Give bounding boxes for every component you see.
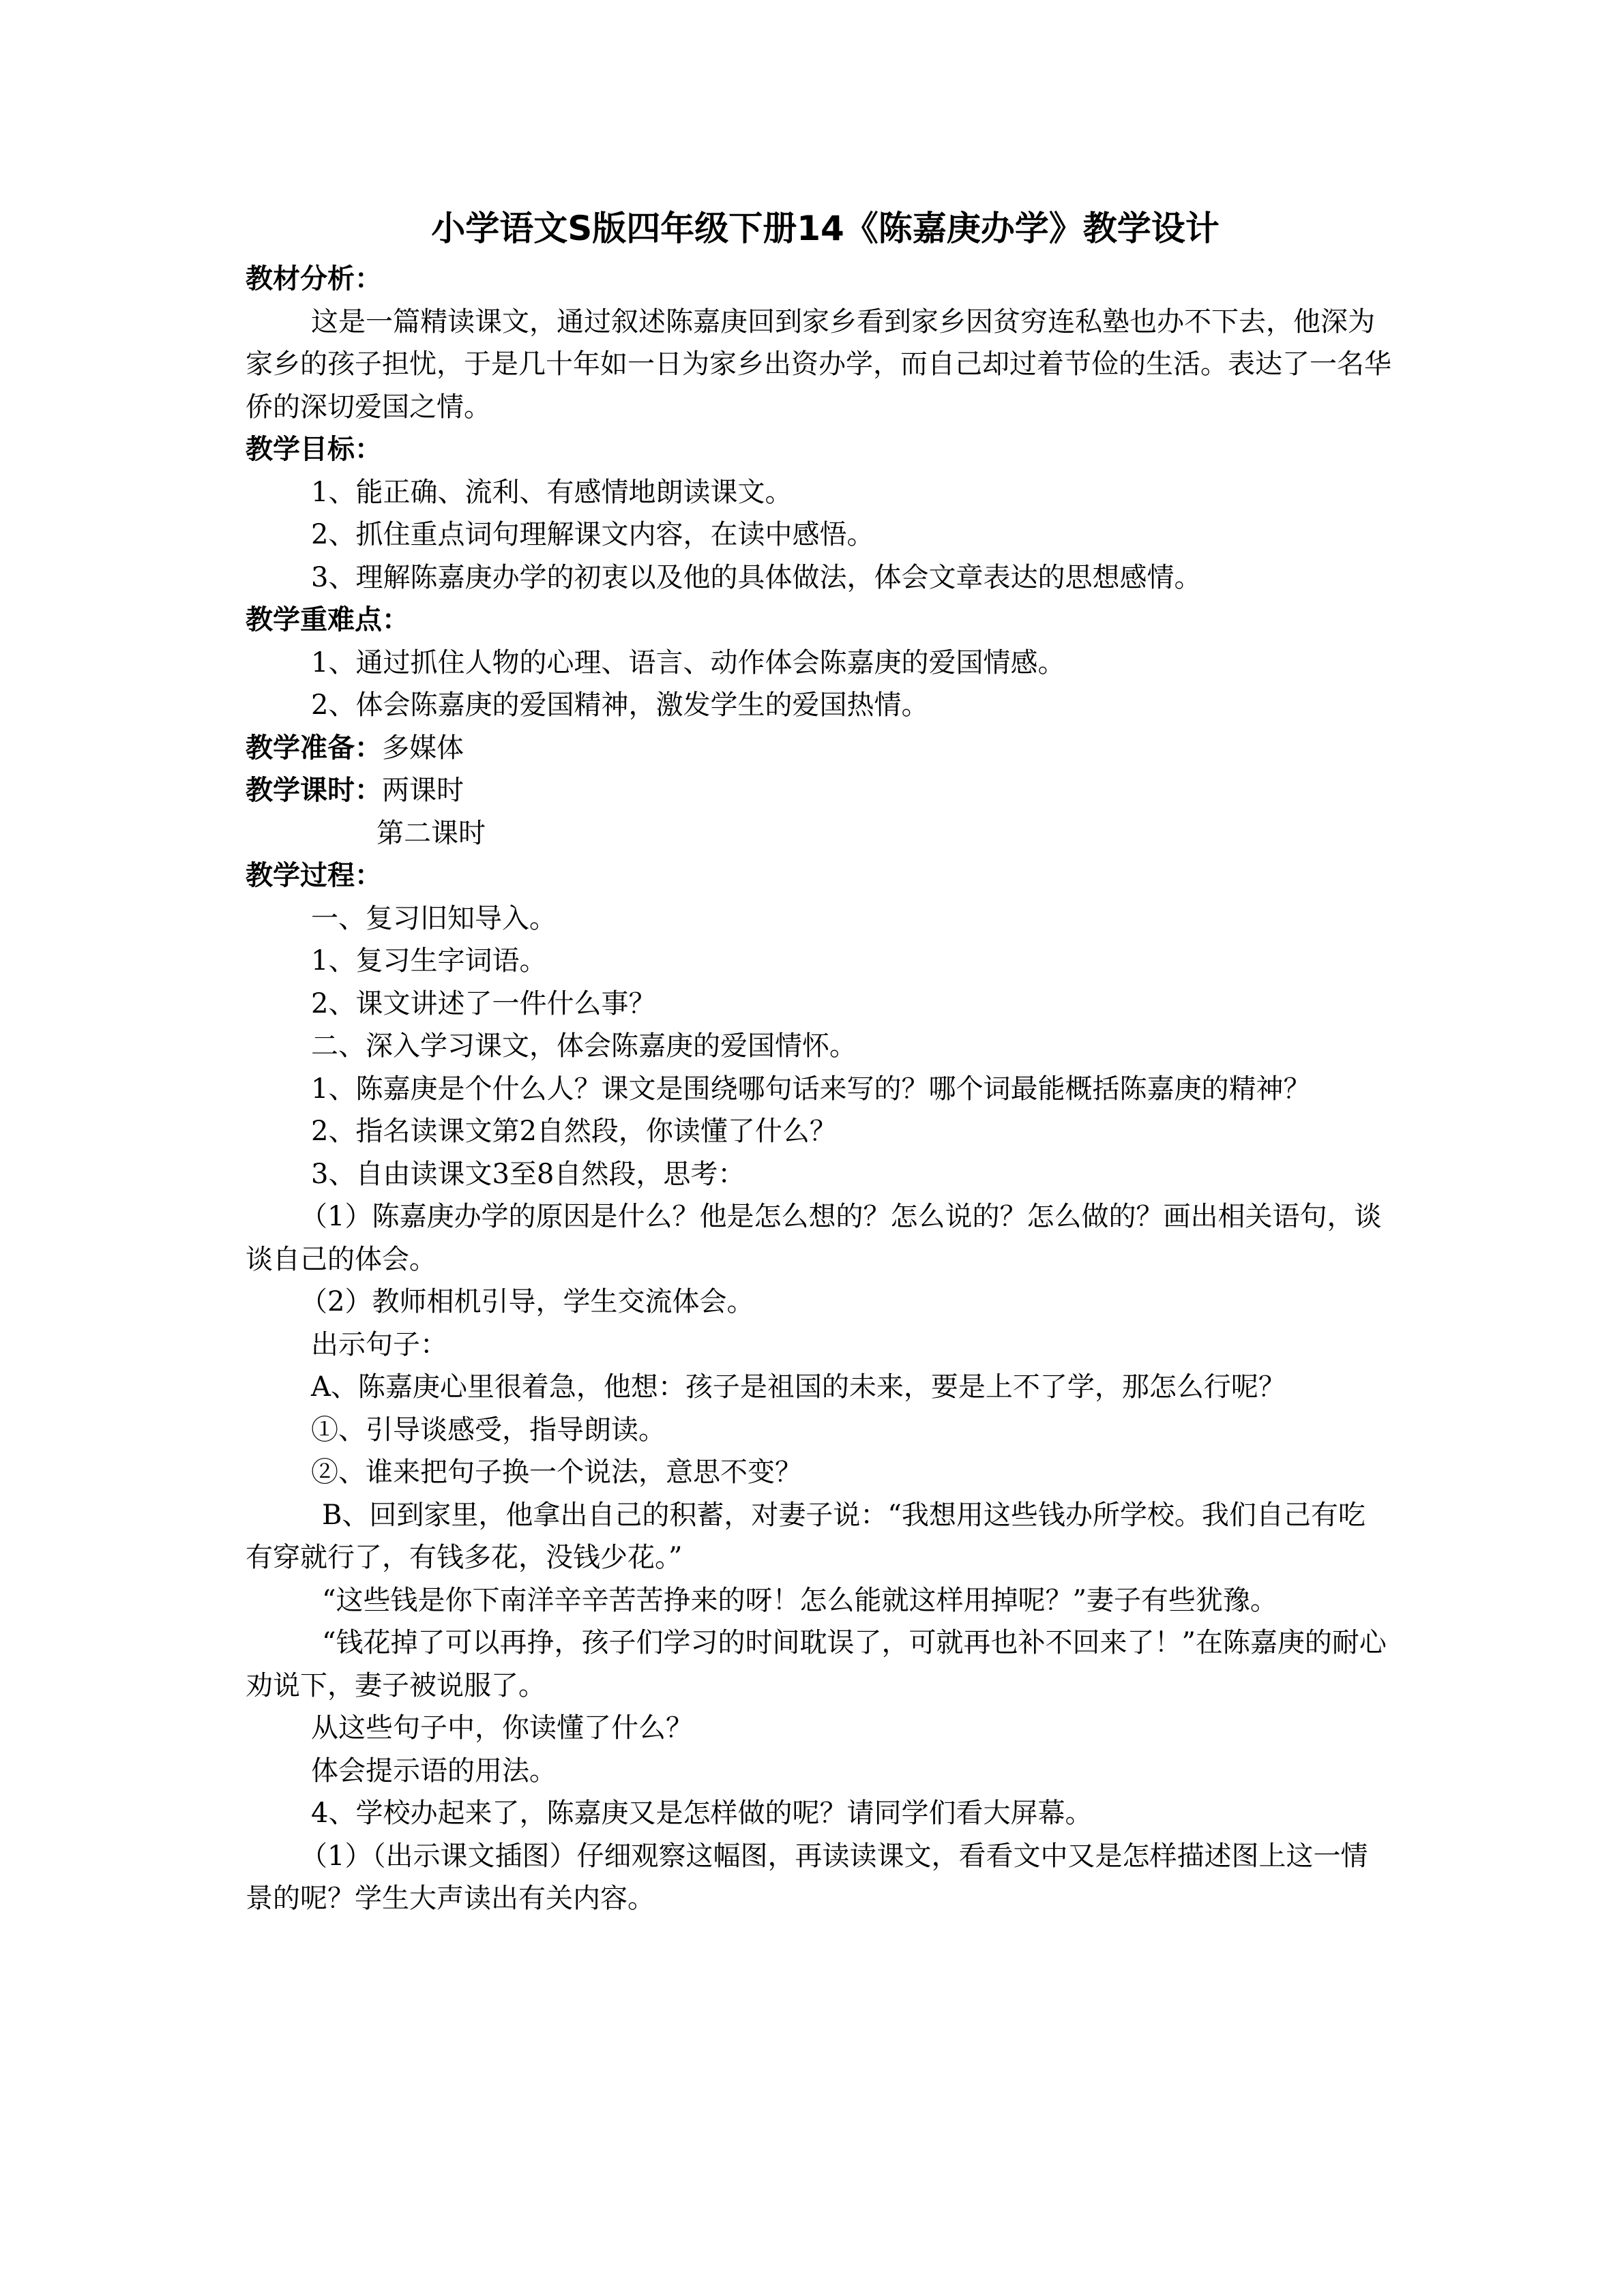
document-title: 小学语文S版四年级下册14《陈嘉庚办学》教学设计 <box>431 209 1220 248</box>
prep-label: 教学准备： <box>246 732 382 764</box>
goal-item-3: 3、理解陈嘉庚办学的初衷以及他的具体做法，体会文章表达的思想感情。 <box>311 561 1202 593</box>
process-step-3: 2、课文讲述了一件什么事？ <box>311 987 656 1019</box>
hours-label: 教学课时： <box>246 775 382 806</box>
document-page <box>246 205 1391 1920</box>
process-step-16: “钱花掉了可以再挣，孩子们学习的时间耽误了，可就再也补不回来了！”在陈嘉庚的耐心劝说下，妻子被说服了。 <box>246 1627 1387 1701</box>
process-step-5: 1、陈嘉庚是个什么人？课文是围绕哪句话来写的？哪个词最能概括陈嘉庚的精神？ <box>311 1073 1311 1105</box>
process-step-2: 1、复习生字词语。 <box>311 945 547 976</box>
prep-value: 多媒体 <box>382 732 464 764</box>
process-step-14: B、回到家里，他拿出自己的积蓄，对妻子说：“我想用这些钱办所学校。我们自己有吃有穿就行了，有钱多花，没钱少花。” <box>246 1499 1365 1573</box>
keypoints-heading: 教学重难点： <box>246 604 409 636</box>
prep-line <box>246 727 1391 770</box>
analysis-heading: 教材分析： <box>246 263 382 295</box>
process-step-20: （1）（出示课文插图）仔细观察这幅图，再读读课文，看看文中又是怎样描述图上这一情景的呢？学生大声读出有关内容。 <box>246 1840 1368 1914</box>
process-step-7: 3、自由读课文3至8自然段，思考： <box>311 1158 745 1190</box>
process-step-12: ①、引导谈感受，指导朗读。 <box>311 1414 666 1446</box>
process-step-15: “这些钱是你下南洋辛辛苦苦挣来的呀！怎么能就这样用掉呢？”妻子有些犹豫。 <box>322 1584 1278 1616</box>
analysis-paragraph: 这是一篇精读课文，通过叙述陈嘉庚回到家乡看到家乡因贫穷连私塾也办不下去，他深为家乡的孩子担忧，于是几十年如一日为家乡出资办学，而自己却过着节俭的生活。表达了一名华侨的深切爱国之情。 <box>246 305 1391 423</box>
process-step-8: （1）陈嘉庚办学的原因是什么？他是怎么想的？怎么说的？怎么做的？画出相关语句，谈谈自己的体会。 <box>246 1201 1382 1275</box>
keypoint-item-2: 2、体会陈嘉庚的爱国精神，激发学生的爱国热情。 <box>311 689 929 721</box>
goals-heading: 教学目标： <box>246 434 382 465</box>
session-label: 第二课时 <box>377 817 486 849</box>
goal-item-2: 2、抓住重点词句理解课文内容，在读中感悟。 <box>311 519 874 550</box>
keypoint-item-1: 1、通过抓住人物的心理、语言、动作体会陈嘉庚的爱国情感。 <box>311 646 1065 679</box>
hours-line <box>246 769 1391 812</box>
process-step-9: （2）教师相机引导，学生交流体会。 <box>300 1286 754 1317</box>
hours-value: 两课时 <box>382 775 464 806</box>
process-heading: 教学过程： <box>246 860 382 891</box>
process-step-10: 出示句子： <box>311 1328 447 1360</box>
process-step-19: 4、学校办起来了，陈嘉庚又是怎样做的呢？请同学们看大屏幕。 <box>311 1798 1093 1829</box>
process-step-18: 体会提示语的用法。 <box>311 1755 557 1787</box>
goal-item-1: 1、能正确、流利、有感情地朗读课文。 <box>311 476 793 508</box>
process-step-13: ②、谁来把句子换一个说法，意思不变？ <box>311 1457 802 1488</box>
process-step-11: A、陈嘉庚心里很着急，他想：孩子是祖国的未来，要是上不了学，那怎么行呢？ <box>311 1371 1286 1403</box>
process-step-17: 从这些句子中，你读懂了什么？ <box>311 1712 693 1744</box>
process-step-6: 2、指名读课文第2自然段，你读懂了什么？ <box>311 1116 837 1147</box>
process-step-4: 二、深入学习课文，体会陈嘉庚的爱国情怀。 <box>311 1030 857 1062</box>
process-step-1: 一、复习旧知导入。 <box>311 902 557 934</box>
